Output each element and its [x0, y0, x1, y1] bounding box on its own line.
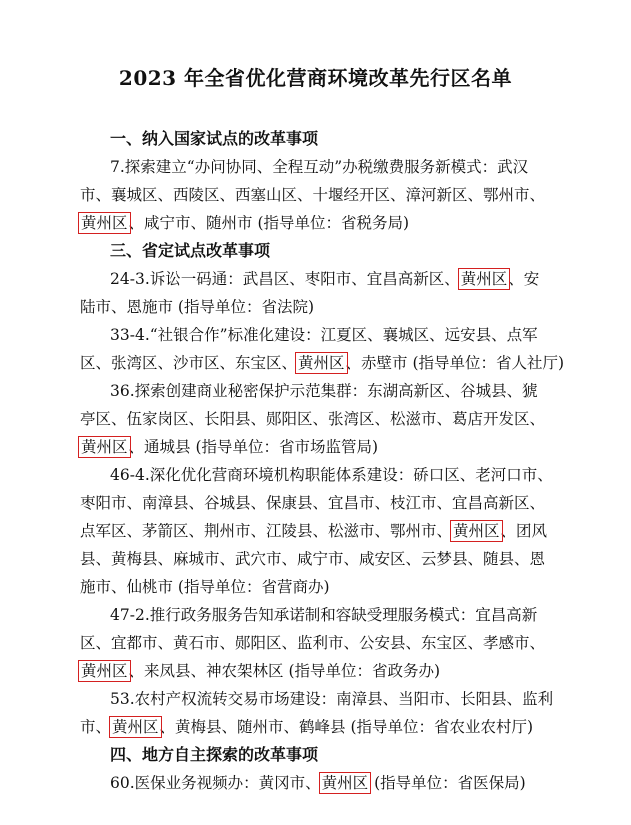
item-24-line-2: 陆市、恩施市 (指导单位：省法院)	[80, 298, 315, 316]
highlighted-district: 黄州区	[453, 522, 500, 540]
section-heading-3: 三、省定试点改革事项	[110, 241, 271, 260]
item-7-line-1: 7.探索建立“办问协同、全程互动”办税缴费服务新模式：武汉	[110, 158, 529, 176]
item-47-line-3	[80, 658, 440, 684]
item-36-line-2: 亭区、伍家岗区、长阳县、郧阳区、张湾区、松滋市、葛店开发区、	[80, 410, 546, 428]
item-46-line-3-post: 、团风	[500, 522, 548, 540]
item-47-line-2: 区、宜都市、黄石市、郧阳区、监利市、公安县、东宝区、孝感市、	[80, 634, 546, 652]
item-33-line-1: 33-4.“社银合作”标准化建设：江夏区、襄城区、远安县、点军	[110, 326, 538, 344]
section-heading-1: 一、纳入国家试点的改革事项	[110, 129, 319, 148]
item-7-line-2: 市、襄城区、西陵区、西塞山区、十堰经开区、漳河新区、鄂州市、	[80, 186, 546, 204]
item-36-line-1: 36.探索创建商业秘密保护示范集群：东湖高新区、谷城县、猇	[110, 382, 538, 400]
highlighted-district: 黄州区	[112, 718, 159, 736]
item-33-line-2-post: 、赤壁市 (指导单位：省人社厅)	[345, 354, 565, 372]
item-24-line-1-post: 、安	[508, 270, 540, 288]
section-heading-4: 四、地方自主探索的改革事项	[110, 745, 319, 764]
highlighted-district: 黄州区	[81, 214, 128, 232]
item-53-line-2-pre: 市、	[80, 718, 112, 736]
item-46-line-3	[80, 518, 547, 544]
item-46-line-5: 施市、仙桃市 (指导单位：省营商办)	[80, 578, 330, 596]
item-24-line-1-pre: 24-3.诉讼一码通：武昌区、枣阳市、宜昌高新区、	[110, 270, 460, 288]
item-60-line-1-post: (指导单位：省医保局)	[369, 774, 526, 792]
item-7-line-3-rest: 、咸宁市、随州市 (指导单位：省税务局)	[128, 214, 410, 232]
item-53-line-2	[80, 714, 533, 740]
item-7-line-3	[80, 210, 409, 236]
item-33-line-2	[80, 350, 564, 376]
item-46-line-3-pre: 点军区、茅箭区、荆州市、江陵县、松滋市、鄂州市、	[80, 522, 453, 540]
item-53-line-2-post: 、黄梅县、随州市、鹤峰县 (指导单位：省农业农村厅)	[159, 718, 534, 736]
highlighted-district: 黄州区	[321, 774, 369, 792]
item-36-line-3	[80, 434, 378, 460]
item-24-line-1	[110, 266, 539, 292]
item-47-line-3-rest: 、来凤县、神农架林区 (指导单位：省政务办)	[128, 662, 441, 680]
item-60-line-1-pre: 60.医保业务视频办：黄冈市、	[110, 774, 321, 792]
item-36-line-3-rest: 、通城县 (指导单位：省市场监管局)	[128, 438, 379, 456]
item-46-line-1: 46-4.深化优化营商环境机构职能体系建设：硚口区、老河口市、	[110, 466, 553, 484]
item-47-line-1: 47-2.推行政务服务告知承诺制和容缺受理服务模式：宜昌高新	[110, 606, 538, 624]
highlighted-district: 黄州区	[298, 354, 345, 372]
highlighted-district: 黄州区	[81, 662, 128, 680]
highlighted-district: 黄州区	[460, 270, 508, 288]
highlighted-district: 黄州区	[81, 438, 128, 456]
item-33-line-2-pre: 区、张湾区、沙市区、东宝区、	[80, 354, 298, 372]
item-53-line-1: 53.农村产权流转交易市场建设：南漳县、当阳市、长阳县、监利	[110, 690, 554, 708]
document-title: 2023 年全省优化营商环境改革先行区名单	[118, 66, 513, 90]
item-46-line-4: 县、黄梅县、麻城市、武穴市、咸宁市、咸安区、云梦县、随县、恩	[80, 550, 546, 568]
item-46-line-2: 枣阳市、南漳县、谷城县、保康县、宜昌市、枝江市、宜昌高新区、	[80, 494, 546, 512]
item-60-line-1	[110, 770, 526, 796]
